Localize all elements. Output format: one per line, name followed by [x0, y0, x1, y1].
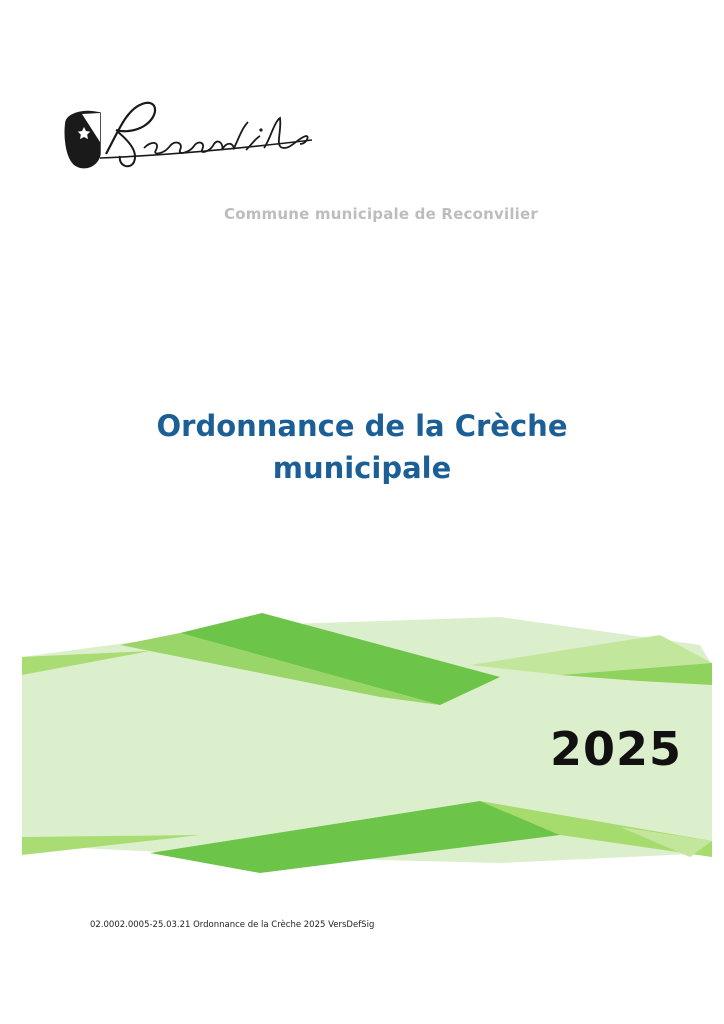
reconvilier-logo — [60, 92, 320, 176]
document-title-line-1: Ordonnance de la Crèche — [156, 409, 568, 443]
document-title-line-2: municipale — [272, 451, 452, 485]
document-title — [0, 405, 724, 489]
document-reference: 02.0002.0005-25.03.21 Ordonnance de la Crèche 2025 VersDefSig — [90, 920, 375, 930]
document-year: 2025 — [549, 722, 682, 776]
municipality-subtitle: Commune municipale de Reconvilier — [224, 205, 538, 223]
